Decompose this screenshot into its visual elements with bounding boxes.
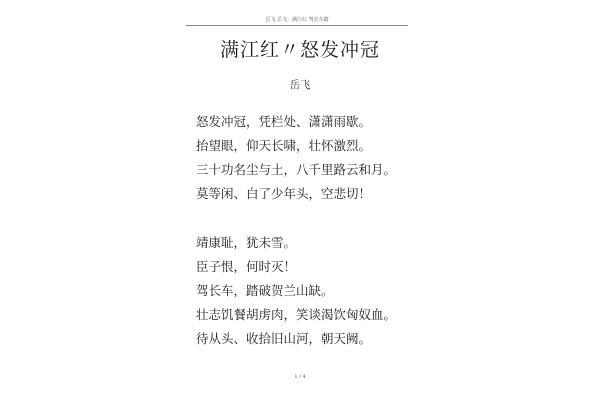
poem-line: 臣子恨，何时灭！ bbox=[196, 259, 297, 274]
poem-line: 靖康耻，犹未雪。 bbox=[196, 235, 297, 250]
stanza-2 bbox=[196, 231, 526, 351]
stanza-gap bbox=[196, 206, 526, 231]
poem-line: 莫等闲、白了少年头，空悲切！ bbox=[196, 186, 372, 201]
poem-line: 抬望眼，仰天长啸，壮怀激烈。 bbox=[196, 138, 372, 153]
poem-line: 壮志饥餐胡虏肉，笑谈渴饮匈奴血。 bbox=[196, 307, 397, 322]
stanza-1 bbox=[196, 110, 526, 206]
poem-line: 怒发冲冠，凭栏处、潇潇雨歇。 bbox=[196, 114, 372, 129]
running-header-block bbox=[186, 16, 408, 26]
poem-body bbox=[196, 110, 526, 351]
poem-title: 满江红〃怒发冲冠 bbox=[219, 39, 380, 61]
poem-author: 岳飞 bbox=[289, 79, 311, 91]
poem-line: 待从头、收拾旧山河，朝天阙。 bbox=[196, 331, 372, 346]
header-divider bbox=[186, 25, 408, 26]
page-number: 1 / 4 bbox=[294, 374, 306, 380]
poem-line: 三十功名尘与土，八千里路云和月。 bbox=[196, 162, 397, 177]
poem-line: 驾长车，踏破贺兰山缺。 bbox=[196, 283, 334, 298]
running-header: 岳飞 岳飞：满江红 驾长车踏 bbox=[265, 17, 329, 23]
